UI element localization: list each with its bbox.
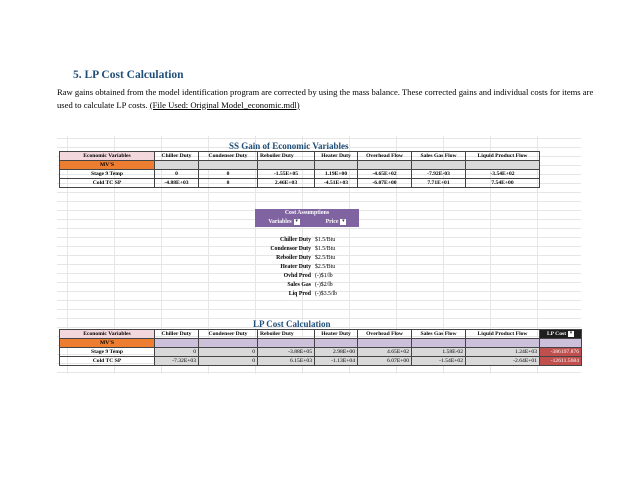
empty-cell [412, 339, 466, 348]
variables-column-header[interactable] [255, 218, 313, 227]
assumption-price: $2.5/Btu [315, 264, 336, 270]
header-cell: Sales Gas Flow [412, 330, 466, 339]
row-label-cell: Stage 9 Temp [60, 348, 155, 357]
list-item [255, 236, 359, 245]
empty-cell [199, 161, 258, 170]
empty-cell [412, 161, 466, 170]
empty-cell [358, 339, 412, 348]
list-item [255, 263, 359, 272]
table-row [60, 170, 540, 179]
table-row [60, 357, 582, 366]
value-cell: 4.65E+02 [358, 348, 412, 357]
assumption-label: Heater Duty [280, 264, 311, 270]
filter-dropdown-icon[interactable]: ▾ [342, 218, 345, 224]
header-cell: Economic Variables [60, 330, 155, 339]
list-item [255, 272, 359, 281]
assumptions-title-row [255, 209, 359, 218]
list-item [255, 281, 359, 290]
assumption-label: Chiller Duty [280, 237, 311, 243]
ss-gain-mv-row [60, 161, 540, 170]
table-row [60, 179, 540, 188]
header-cell: Chiller Duty [155, 330, 199, 339]
value-cell: -6.07E+00 [358, 179, 412, 188]
filter-dropdown-icon[interactable]: ▾ [569, 330, 573, 336]
value-cell: -4.51E+03 [315, 179, 358, 188]
lp-cost-header-label: LP Cost [546, 331, 567, 337]
lp-cost-value-cell: -386197.876 [540, 348, 582, 357]
value-cell: 1.19E+00 [315, 170, 358, 179]
lp-mv-row [60, 339, 582, 348]
value-cell: -4.65E+02 [358, 170, 412, 179]
intro-paragraph [57, 86, 597, 111]
ss-gain-header-row [60, 152, 540, 161]
row-label-cell: Cold TC SP [60, 179, 155, 188]
lp-cost-table [59, 329, 582, 366]
spacer-row [255, 227, 359, 236]
assumption-price: (-)$1/lb [315, 273, 333, 279]
price-header-label: Price [325, 219, 339, 225]
list-item [255, 254, 359, 263]
value-cell: -1.13E+04 [315, 357, 358, 366]
mv-label-cell: MV'S [60, 339, 155, 348]
value-cell: 0 [199, 348, 258, 357]
ss-gain-title: SS Gain of Economic Variables [229, 141, 349, 151]
filter-dropdown-icon[interactable]: ▾ [295, 218, 298, 224]
header-cell: Overhead Flow [358, 152, 412, 161]
empty-cell [540, 339, 582, 348]
empty-cell [258, 161, 315, 170]
assumption-label: Liq Prod [288, 291, 311, 297]
value-cell: -7.32E+03 [155, 357, 199, 366]
mv-label-cell: MV'S [60, 161, 155, 170]
header-cell: Liquid Product Flow [466, 330, 540, 339]
header-cell: Chiller Duty [155, 152, 199, 161]
ss-gain-table [59, 151, 540, 188]
header-cell: Economic Variables [60, 152, 155, 161]
value-cell: 2.98E+00 [315, 348, 358, 357]
lp-cost-value-cell: -12611.5684 [540, 357, 582, 366]
row-label-cell: Stage 9 Temp [60, 170, 155, 179]
assumption-price: $1.5/Btu [315, 237, 336, 243]
assumption-label: Condensor Duty [270, 246, 311, 252]
lp-header-row [60, 330, 582, 339]
value-cell: 0 [155, 170, 199, 179]
value-cell: 7.54E+00 [466, 179, 540, 188]
cost-assumptions-title: Cost Assumptions [255, 209, 359, 218]
empty-cell [315, 161, 358, 170]
list-item [255, 245, 359, 254]
spreadsheet-area [57, 136, 581, 374]
value-cell: -2.64E+01 [466, 357, 540, 366]
section-heading: 5. LP Cost Calculation [73, 69, 184, 81]
row-label-cell: Cold TC SP [60, 357, 155, 366]
price-column-header[interactable] [313, 218, 359, 227]
value-cell: 6.15E+03 [258, 357, 315, 366]
value-cell: 7.71E+01 [412, 179, 466, 188]
value-cell: 6.07E+00 [358, 357, 412, 366]
assumption-price: (-)$2/lb [315, 282, 333, 288]
header-cell: Heater Duty [315, 330, 358, 339]
assumption-price: $1.5/Btu [315, 246, 336, 252]
assumption-price: $2.5/Btu [315, 255, 336, 261]
value-cell: 0 [199, 170, 258, 179]
value-cell: -1.54E+02 [412, 357, 466, 366]
value-cell: 0 [199, 179, 258, 188]
value-cell: -3.88E+05 [258, 348, 315, 357]
header-cell: Liquid Product Flow [466, 152, 540, 161]
value-cell: 2.46E+03 [258, 179, 315, 188]
assumptions-header-row [255, 218, 359, 227]
assumption-label: Ovhd Prod [283, 273, 311, 279]
header-cell: Condenser Duty [199, 152, 258, 161]
intro-text: Raw gains obtained from the model identification program are corrected by using the mass balance. These corrected gains and individual costs for items are used to calculate LP costs. [57, 87, 594, 110]
value-cell: -1.55E+05 [258, 170, 315, 179]
empty-cell [155, 339, 199, 348]
assumption-price: (-)$3.5/lb [315, 291, 338, 297]
value-cell: -7.92E-03 [412, 170, 466, 179]
assumption-label: Reboiler Duty [276, 255, 311, 261]
file-used-reference: (File Used: Original Model_economic.mdl) [149, 99, 300, 110]
empty-cell [258, 339, 315, 348]
value-cell: 1.24E+03 [466, 348, 540, 357]
empty-cell [466, 339, 540, 348]
empty-cell [466, 161, 540, 170]
lp-cost-title: LP Cost Calculation [253, 319, 331, 329]
variables-header-label: Variables [268, 219, 292, 225]
table-row [60, 348, 582, 357]
value-cell: -4.88E+03 [155, 179, 199, 188]
header-cell: Reboiler Duty [258, 152, 315, 161]
empty-cell [358, 161, 412, 170]
value-cell: 0 [155, 348, 199, 357]
cost-assumptions-table [255, 209, 359, 299]
value-cell: 1.58E-02 [412, 348, 466, 357]
empty-cell [199, 339, 258, 348]
lp-cost-column-header[interactable] [540, 330, 582, 339]
empty-cell [155, 161, 199, 170]
list-item [255, 290, 359, 299]
header-cell: Reboiler Duty [258, 330, 315, 339]
header-cell: Sales Gas Flow [412, 152, 466, 161]
header-cell: Overhead Flow [358, 330, 412, 339]
header-cell: Condenser Duty [199, 330, 258, 339]
assumption-label: Sales Gas [287, 282, 311, 288]
empty-cell [315, 339, 358, 348]
header-cell: Heater Duty [315, 152, 358, 161]
value-cell: -3.54E+02 [466, 170, 540, 179]
value-cell: 0 [199, 357, 258, 366]
